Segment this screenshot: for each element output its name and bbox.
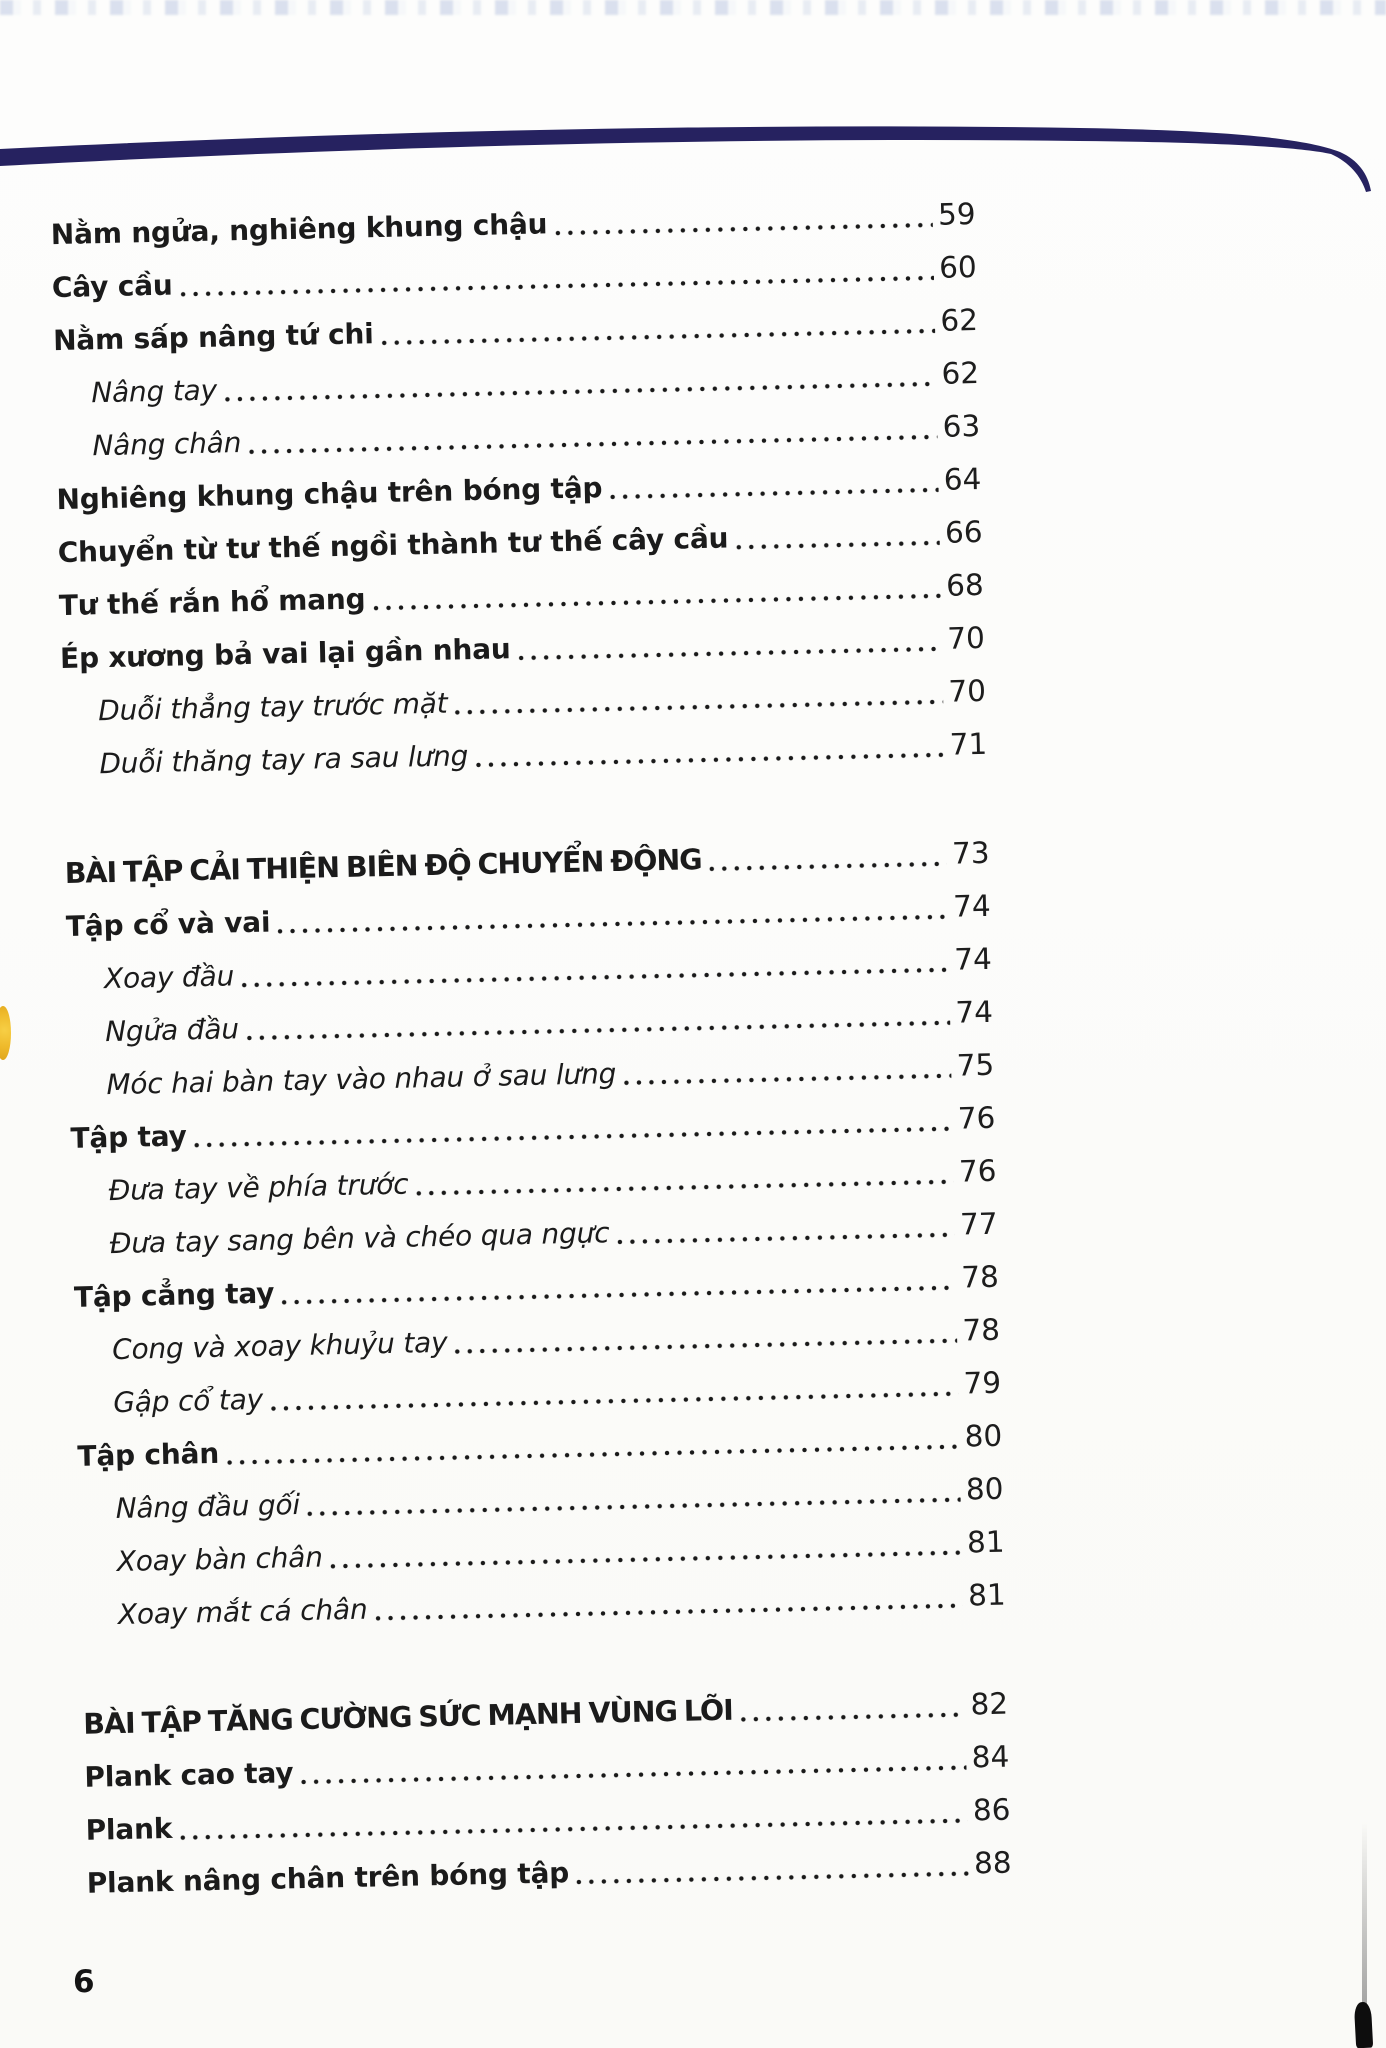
toc-entry-label: Chuyển từ tư thế ngồi thành tư thế cây cầu [57,521,729,570]
right-edge-scan-blob [1354,2002,1373,2048]
toc-entry-label: Xoay bàn chân [116,1540,324,1579]
dot-leader [554,221,933,237]
toc-entry-page: 71 [949,726,988,762]
toc-entry-label: Ngửa đầu [104,1012,240,1049]
toc-entry-page: 80 [964,1418,1003,1454]
toc-entry-page: 79 [963,1365,1002,1401]
toc-entry-label: BÀI TẬP TĂNG CƯỜNG SỨC MẠNH VÙNG LÕI [82,1693,734,1741]
toc-entry-label: Nâng tay [90,373,218,410]
right-edge-scan-streak [1362,1822,1367,2010]
table-of-contents [50,184,1012,1906]
toc-entry-page: 80 [965,1471,1004,1506]
toc-entry-label: Nghiêng khung chậu trên bóng tập [56,471,603,517]
toc-entry-page: 86 [972,1792,1011,1827]
toc-entry-label: Tư thế rắn hổ mang [58,582,366,623]
toc-entry-page: 84 [971,1739,1010,1774]
toc-entry-label: Xoay đầu [103,959,235,996]
toc-entry-page: 64 [943,461,982,497]
toc-entry-label: Nâng đầu gối [115,1488,301,1526]
toc-entry-page: 76 [957,1100,996,1136]
dot-leader [475,751,945,769]
toc-entry-label: Cong và xoay khuỷu tay [111,1325,448,1367]
footer-page-number: 6 [73,1964,95,2000]
toc-entry-label: Nằm ngửa, nghiêng khung chậu [50,207,548,252]
toc-entry-page: 68 [945,567,985,603]
dot-leader [616,1231,955,1246]
toc-entry-label: Xoay mắt cá chân [117,1592,368,1632]
dot-leader [373,592,942,612]
left-edge-yellow-artifact [0,1006,11,1060]
toc-entry-label: Móc hai bàn tay vào nhau ở sau lưng [106,1057,617,1102]
toc-entry-label: Tập cẳng tay [73,1276,275,1314]
dot-leader [623,1072,952,1087]
toc-entry-label: Plank [85,1811,173,1847]
toc-entry-page: 66 [944,514,983,550]
dot-leader [609,486,939,501]
toc-entry-page: 62 [941,355,980,391]
dot-leader [735,539,940,551]
toc-entry-page: 63 [942,408,981,444]
toc-entry-label: Đưa tay về phía trước [108,1167,409,1208]
dot-leader [576,1870,969,1887]
toc-entry-page: 73 [951,835,990,871]
toc-entry-page: 74 [952,888,992,924]
toc-entry-label: Plank nâng chân trên bóng tập [86,1856,570,1900]
toc-entry-label: Tập tay [70,1119,187,1155]
dot-leader [454,1337,957,1356]
toc-entry-page: 74 [955,994,994,1030]
toc-entry-label: Ép xương bả vai lại gần nhau [59,632,511,676]
toc-entry-page: 81 [966,1524,1005,1559]
toc-entry-page: 88 [973,1845,1012,1880]
toc-entry-page: 74 [953,941,993,977]
toc-entry-label: Duỗi thăng tay ra sau lưng [99,739,469,781]
dot-leader [518,645,943,662]
toc-entry-page: 59 [937,196,976,232]
toc-entry-label: Tập cổ và vai [65,905,271,943]
toc-entry-page: 77 [959,1206,998,1242]
toc-entry-page: 78 [962,1312,1001,1348]
toc-entry-page: 76 [958,1153,997,1189]
dot-leader [381,327,936,347]
toc-entry-page: 78 [960,1259,1000,1295]
toc-entry-label: Duỗi thẳng tay trước mặt [97,686,448,728]
toc-entry-label: Tập chân [77,1436,220,1473]
toc-entry-label: Nâng chân [92,426,242,463]
toc-entry-page: 62 [939,302,979,338]
toc-entry-label: Đưa tay sang bên và chéo qua ngực [109,1216,610,1261]
toc-entry-page: 82 [970,1686,1009,1721]
toc-entry-page: 81 [967,1577,1007,1612]
toc-entry-page: 60 [938,249,978,285]
dot-leader [375,1602,964,1623]
dot-leader [455,698,944,717]
dot-leader [415,1178,954,1198]
toc-entry-page: 70 [946,620,986,656]
toc-entry-label: Gập cổ tay [112,1382,264,1420]
toc-entry-page: 75 [956,1047,995,1083]
dot-leader [709,860,948,873]
toc-entry-label: BÀI TẬP CẢI THIỆN BIÊN ĐỘ CHUYỂN ĐỘNG [64,842,702,890]
toc-entry-label: Nằm sấp nâng tứ chi [52,317,374,358]
dot-leader [740,1711,966,1724]
toc-entry-label: Cây cầu [51,268,173,305]
toc-entry-label: Plank cao tay [84,1756,294,1794]
toc-entry-page: 70 [948,673,987,709]
